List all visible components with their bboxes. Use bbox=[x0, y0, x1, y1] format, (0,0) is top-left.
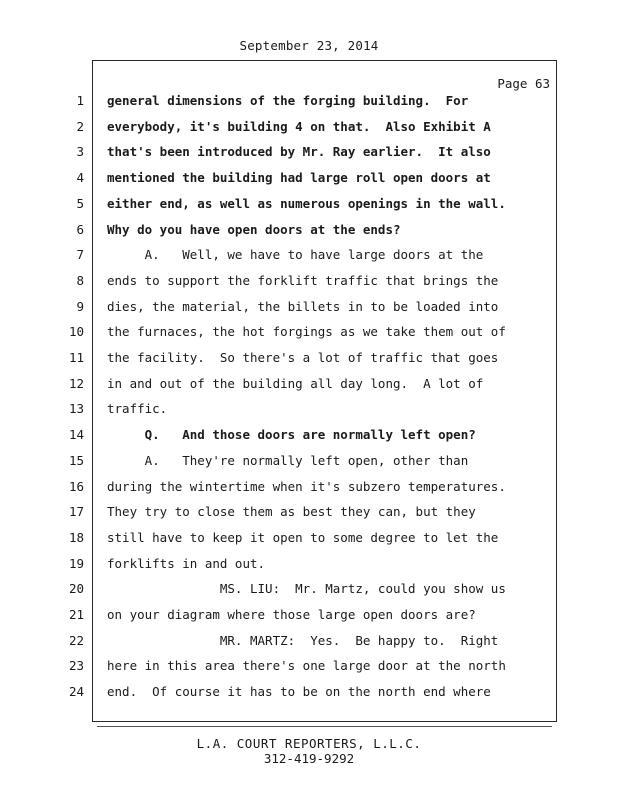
page-number: Page 63 bbox=[497, 76, 550, 91]
transcript-line: on your diagram where those large open doors are? bbox=[107, 607, 476, 622]
line-number: 22 bbox=[68, 633, 84, 648]
transcript-line: MR. MARTZ: Yes. Be happy to. Right bbox=[107, 633, 499, 648]
transcript-line: They try to close them as best they can, but they bbox=[107, 504, 476, 519]
transcript-line: Why do you have open doors at the ends? bbox=[107, 222, 401, 237]
transcript-line: either end, as well as numerous openings in the wall. bbox=[107, 196, 506, 211]
line-number: 16 bbox=[68, 479, 84, 494]
line-number: 11 bbox=[68, 350, 84, 365]
transcript-line: in and out of the building all day long. A lot of bbox=[107, 376, 484, 391]
page-bottom-rule bbox=[97, 726, 552, 727]
transcript-line: general dimensions of the forging building. For bbox=[107, 93, 469, 108]
line-number: 4 bbox=[76, 170, 84, 185]
line-number: 21 bbox=[68, 607, 84, 622]
line-number: 9 bbox=[76, 299, 84, 314]
transcript-line: still have to keep it open to some degree to let the bbox=[107, 530, 499, 545]
transcript-line: MS. LIU: Mr. Martz, could you show us bbox=[107, 581, 506, 596]
transcript-line: traffic. bbox=[107, 401, 168, 416]
line-number: 24 bbox=[68, 684, 84, 699]
transcript-line: dies, the material, the billets in to be loaded into bbox=[107, 299, 499, 314]
line-number: 15 bbox=[68, 453, 84, 468]
line-number: 12 bbox=[68, 376, 84, 391]
transcript-line: during the wintertime when it's subzero temperatures. bbox=[107, 479, 506, 494]
transcript-line: everybody, it's building 4 on that. Also Exhibit A bbox=[107, 119, 491, 134]
line-number: 7 bbox=[76, 247, 84, 262]
transcript-line: A. Well, we have to have large doors at the bbox=[107, 247, 484, 262]
line-number: 20 bbox=[68, 581, 84, 596]
line-number: 17 bbox=[68, 504, 84, 519]
transcript-line: mentioned the building had large roll open doors at bbox=[107, 170, 491, 185]
line-number: 18 bbox=[68, 530, 84, 545]
line-number: 6 bbox=[76, 222, 84, 237]
transcript-line: end. Of course it has to be on the north end where bbox=[107, 684, 491, 699]
footer-company: L.A. COURT REPORTERS, L.L.C. bbox=[196, 736, 422, 751]
line-number: 1 bbox=[76, 93, 84, 108]
transcript-line: the facility. So there's a lot of traffic that goes bbox=[107, 350, 499, 365]
transcript-line: Q. And those doors are normally left open? bbox=[107, 427, 476, 442]
line-number: 13 bbox=[68, 401, 84, 416]
transcript-line: the furnaces, the hot forgings as we take them out of bbox=[107, 324, 506, 339]
line-number: 8 bbox=[76, 273, 84, 288]
transcript-line: that's been introduced by Mr. Ray earlier. It also bbox=[107, 144, 491, 159]
line-number: 19 bbox=[68, 556, 84, 571]
footer-phone: 312-419-9292 bbox=[263, 751, 355, 766]
transcript-line: forklifts in and out. bbox=[107, 556, 266, 571]
transcript-line: A. They're normally left open, other than bbox=[107, 453, 469, 468]
transcript-line: ends to support the forklift traffic that brings the bbox=[107, 273, 499, 288]
line-number: 3 bbox=[76, 144, 84, 159]
line-number: 10 bbox=[68, 324, 84, 339]
line-number: 5 bbox=[76, 196, 84, 211]
line-number: 23 bbox=[68, 658, 84, 673]
line-number: 2 bbox=[76, 119, 84, 134]
header-date: September 23, 2014 bbox=[239, 38, 379, 53]
transcript-line: here in this area there's one large door at the north bbox=[107, 658, 506, 673]
line-number: 14 bbox=[68, 427, 84, 442]
